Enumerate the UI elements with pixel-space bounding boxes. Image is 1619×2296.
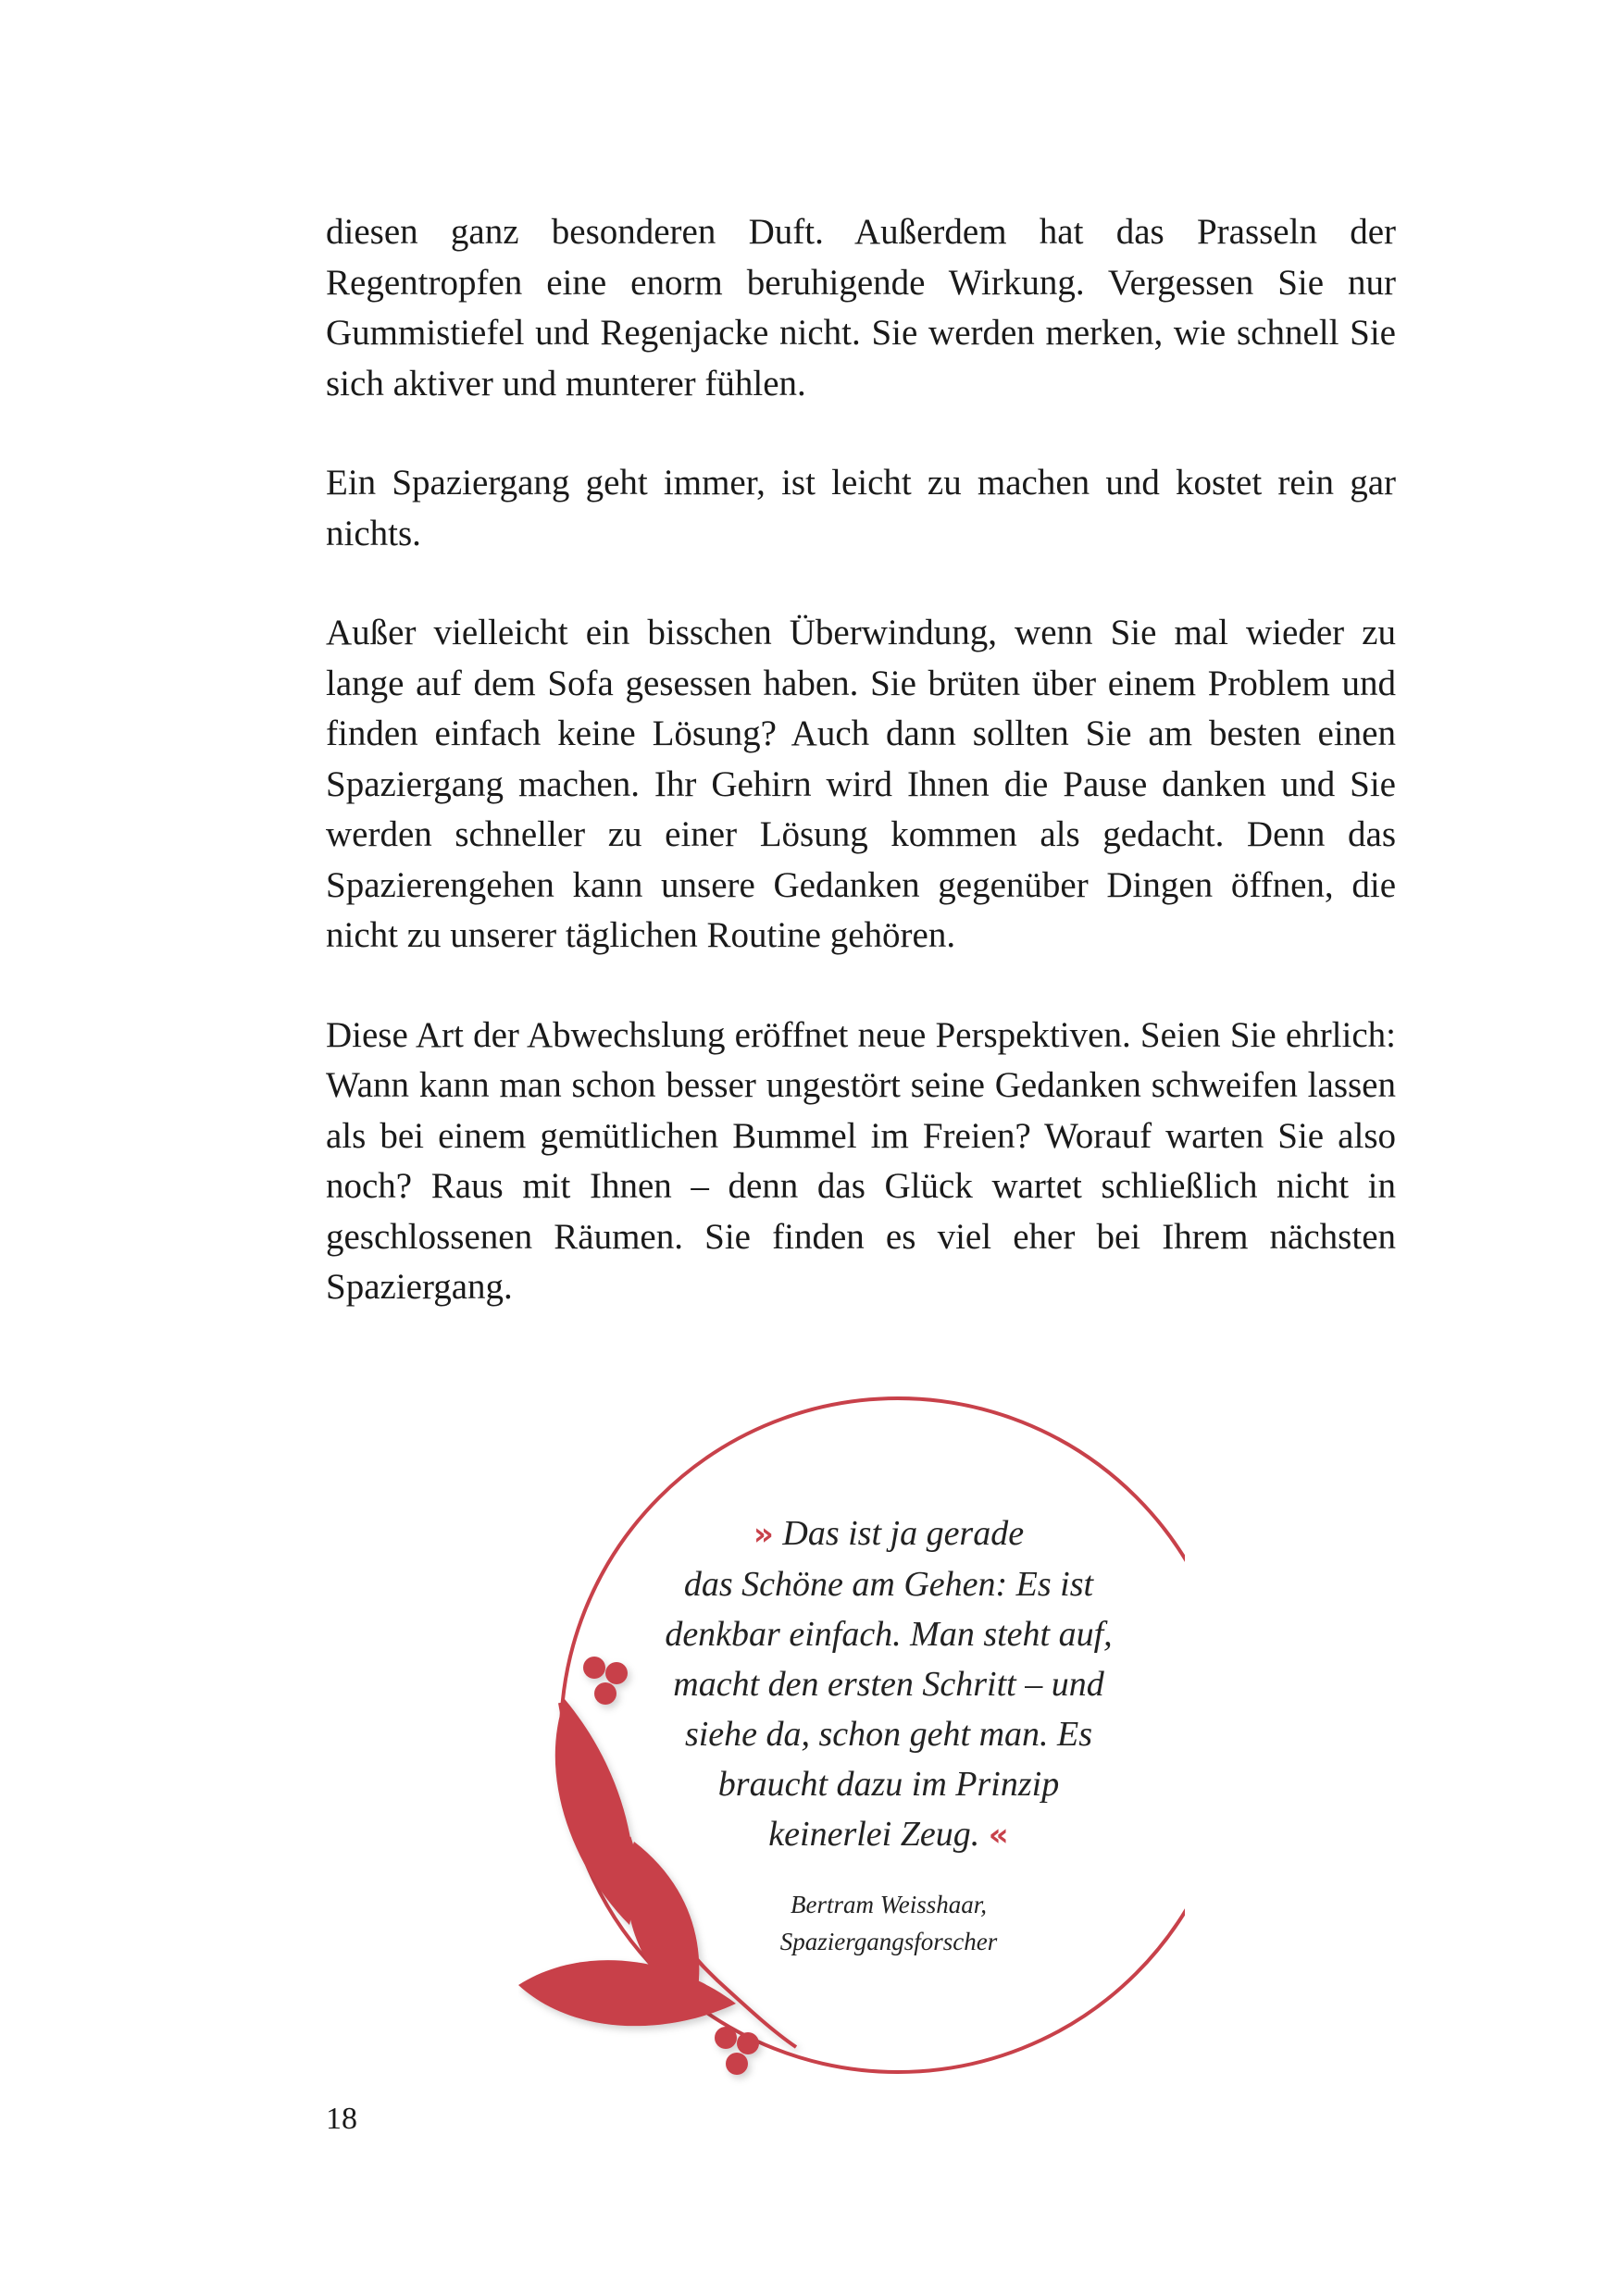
quote-line-text: keinerlei Zeug. — [768, 1815, 980, 1854]
body-text — [326, 207, 1396, 1313]
berry — [583, 1657, 605, 1679]
author-name: Bertram Weisshaar, — [790, 1891, 988, 1918]
paragraph-2: Ein Spaziergang geht immer, ist leicht zu machen und kostet rein gar nichts. — [326, 463, 1396, 553]
paragraph-1: diesen ganz besonderen Duft. Außerdem hat das Prasseln der Regentropfen eine enorm beruhigende Wirkung. Vergessen Sie nur Gummistiefel und Regenjacke nicht. Sie werden merken, wie schnell Sie sich aktiver und munterer fühlen. — [326, 212, 1396, 403]
quote-open-mark: » — [753, 1516, 774, 1553]
berry — [726, 2053, 748, 2075]
berry — [737, 2032, 759, 2054]
quote-line-7 — [611, 1809, 1166, 1860]
page-number: 18 — [326, 2102, 357, 2136]
quote-line-3: denkbar einfach. Man steht auf, — [665, 1615, 1113, 1654]
berry — [715, 2027, 737, 2049]
quote-line-text: Das ist ja gerade — [782, 1514, 1025, 1553]
paragraph-4: Diese Art der Abwechslung eröffnet neue Perspektiven. Seien Sie ehrlich: Wann kann man schon besser ungestört seine Gedanken schweifen lassen als bei einem gemütlichen Bummel im Freien? Worauf warten Sie also noch? Raus mit Ihnen – denn das Glück wartet schließlich nicht in geschlossenen Räumen. Sie finden es viel eher bei Ihrem nächsten Spaziergang. — [326, 1014, 1396, 1307]
quote-line-2: das Schöne am Gehen: Es ist — [683, 1565, 1094, 1604]
quote-close-mark: « — [988, 1817, 1009, 1854]
quote-line-6: braucht dazu im Prinzip — [717, 1765, 1060, 1804]
author-role: Spaziergangsforscher — [779, 1928, 998, 1955]
quote-line-5: siehe da, schon geht man. Es — [684, 1715, 1093, 1754]
paragraph-3: Außer vielleicht ein bisschen Überwindung, wenn Sie mal wieder zu lange auf dem Sofa gesessen haben. Sie brüten über einem Problem und finden einfach keine Lösung? Auch dann sollten Sie am besten einen Spaziergang machen. Ihr Gehirn wird Ihnen die Pause danken und Sie werden schneller zu einer Lösung kommen als gedacht. Denn das Spazierengehen kann unsere Gedanken gegenüber Dingen öffnen, die nicht zu unserer täglichen Routine gehören. — [326, 613, 1396, 955]
quote-text — [611, 1508, 1166, 1860]
quote-line-4: macht den ersten Schritt – und — [673, 1665, 1104, 1704]
quote-line-1 — [611, 1508, 1166, 1559]
quote-attribution — [611, 1886, 1166, 1960]
